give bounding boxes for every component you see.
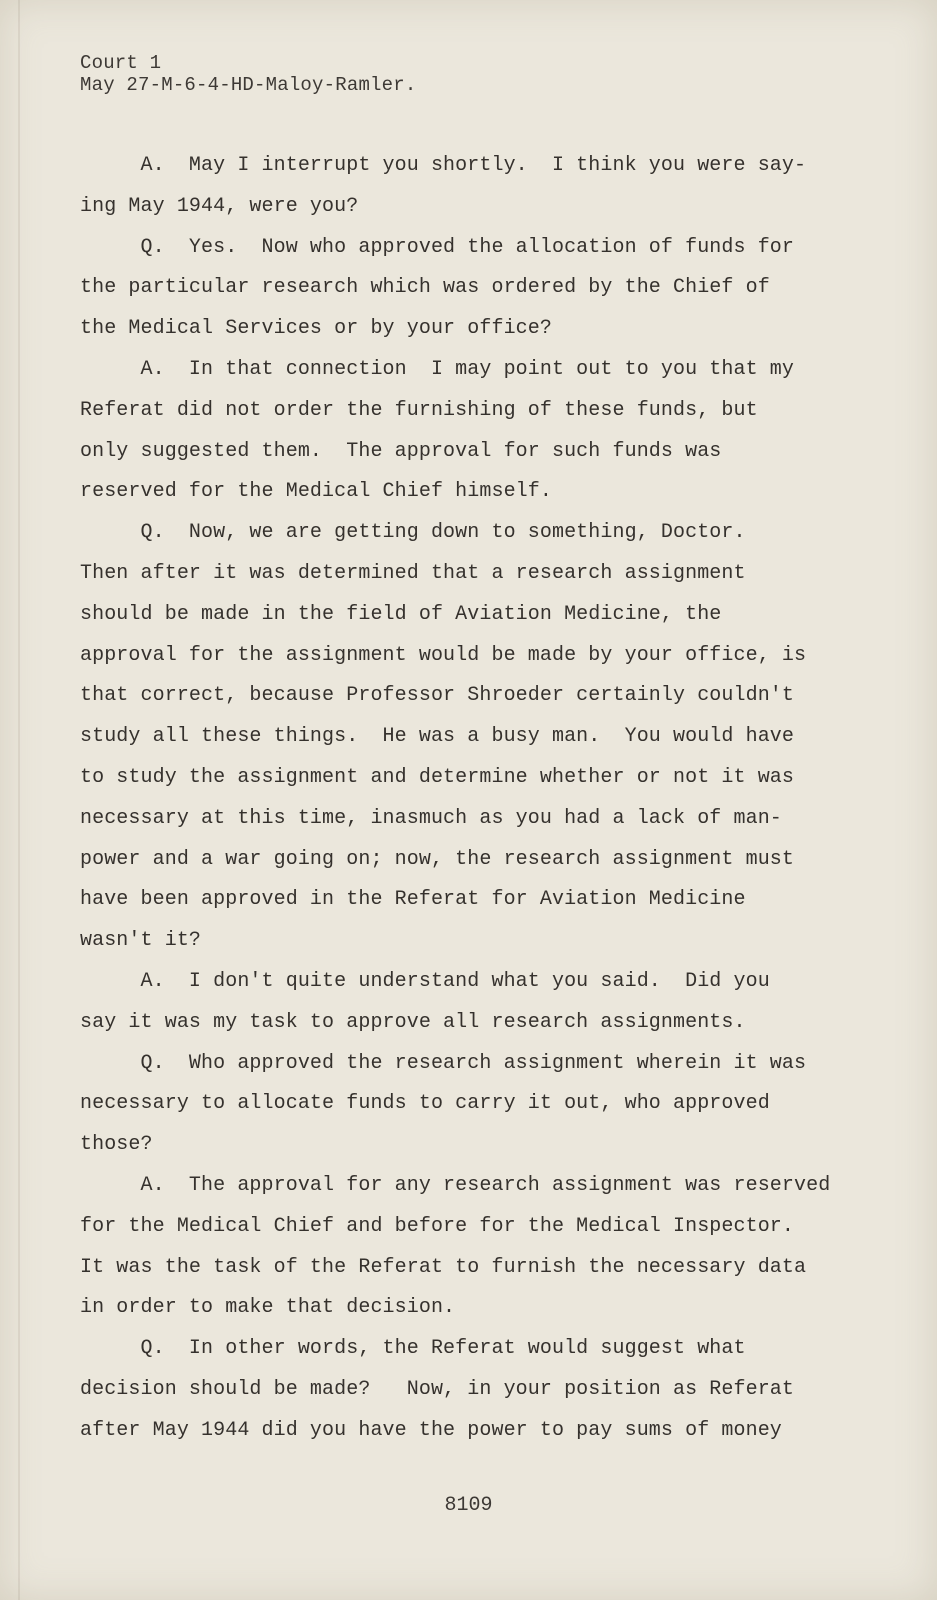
transcript-line: It was the task of the Referat to furnish the necessary data [80,1255,807,1279]
session-code: May 27-M-6-4-HD-Maloy-Ramler. [80,74,417,96]
transcript-line: after May 1944 did you have the power to pay sums of money [80,1418,782,1442]
transcript-line: Then after it was determined that a research assignment [80,561,746,585]
transcript-line: A. May I interrupt you shortly. I think you were say- [80,154,807,177]
transcript-line: reserved for the Medical Chief himself. [80,480,552,504]
transcript-line: study all these things. He was a busy man. You would have [80,725,795,749]
transcript-body [80,146,860,1452]
transcript-line: Q. Yes. Now who approved the allocation of funds for [80,235,795,259]
transcript-line: say it was my task to approve all research assignments. [80,1010,746,1034]
transcript-line: the particular research which was ordered by the Chief of [80,276,770,300]
binding-edge [18,0,20,1600]
transcript-line: necessary to allocate funds to carry it out, who approved [80,1092,770,1116]
page-number: 8109 [444,1494,493,1517]
transcript-line: A. I don't quite understand what you said. Did you [80,969,770,993]
transcript-line: the Medical Services or by your office? [80,317,552,341]
transcript-line: have been approved in the Referat for Aviation Medicine [80,888,746,912]
transcript-line: should be made in the field of Aviation Medicine, the [80,602,722,626]
transcript-line: in order to make that decision. [80,1296,456,1320]
transcript-line: ing May 1944, were you? [80,194,359,218]
transcript-line: wasn't it? [80,929,202,953]
transcript-line: Q. Who approved the research assignment wherein it was [80,1051,807,1075]
transcript-line: power and a war going on; now, the research assignment must [80,847,795,871]
transcript-line: that correct, because Professor Shroeder certainly couldn't [80,684,795,708]
transcript-line: to study the assignment and determine whether or not it was [80,765,795,789]
transcript-line: Referat did not order the furnishing of these funds, but [80,398,758,422]
court-label: Court 1 [80,52,162,74]
transcript-line: Q. Now, we are getting down to something, Doctor. [80,521,746,545]
transcript-line: A. In that connection I may point out to you that my [80,357,795,381]
transcript-line: decision should be made? Now, in your position as Referat [80,1377,795,1401]
transcript-line: those? [80,1133,153,1157]
transcript-line: approval for the assignment would be made by your office, is [80,643,807,667]
transcript-line: A. The approval for any research assignment was reserved [80,1173,831,1197]
transcript-line: necessary at this time, inasmuch as you had a lack of man- [80,806,782,830]
document-header [80,52,416,96]
transcript-line: Q. In other words, the Referat would suggest what [80,1337,746,1361]
transcript-line: for the Medical Chief and before for the Medical Inspector. [80,1214,795,1238]
transcript-line: only suggested them. The approval for such funds was [80,439,722,463]
